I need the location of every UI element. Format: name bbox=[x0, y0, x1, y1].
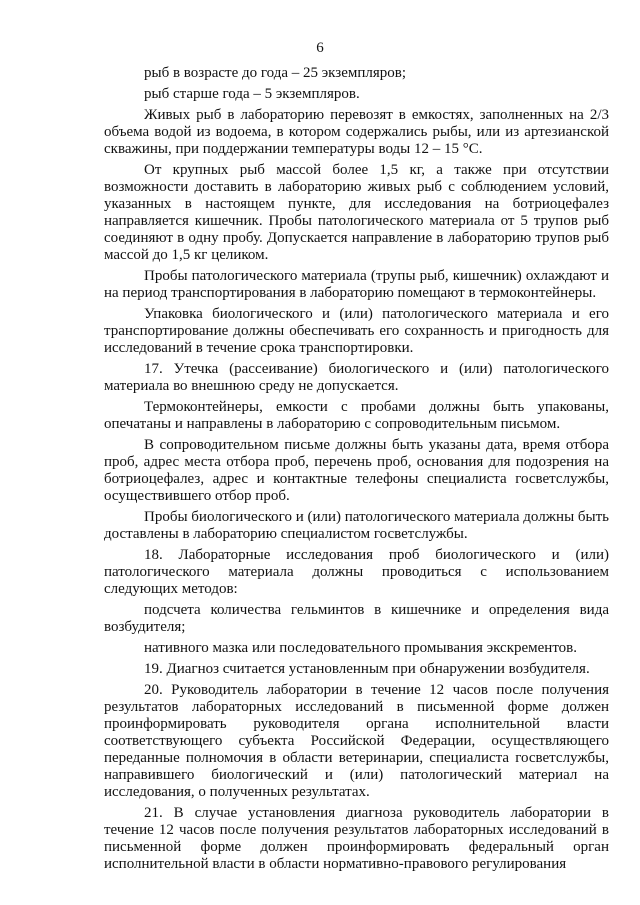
paragraph: 20. Руководитель лаборатории в течение 12 часов после получения результатов лабораторных исследований в письменной форме должен проинформировать руководителя органа исполнительной власти соответствующего субъекта Российской Федерации, осуществляющего переданные полномочия в области ветеринарии, специалиста госветслужбы, направившего биологический и (или) патологический материал на исследования, о полученных результатах. bbox=[104, 682, 609, 800]
paragraph: Термоконтейнеры, емкости с пробами должны быть упакованы, опечатаны и направлены в лабораторию с сопроводительным письмом. bbox=[104, 399, 609, 432]
paragraph: подсчета количества гельминтов в кишечнике и определения вида возбудителя; bbox=[104, 602, 609, 635]
paragraph: рыб старше года – 5 экземпляров. bbox=[144, 86, 360, 102]
paragraph: 17. Утечка (рассеивание) биологического и (или) патологического материала во внешнюю среду не допускается. bbox=[104, 361, 609, 394]
page-number: 6 bbox=[316, 40, 324, 56]
document-body bbox=[104, 65, 609, 877]
paragraph: Живых рыб в лабораторию перевозят в емкостях, заполненных на 2/3 объема водой из водоема, в котором содержались рыбы, или из артезианской скважины, при поддержании температуры воды 12 – 15 °С. bbox=[104, 107, 609, 157]
paragraph: Пробы биологического и (или) патологического материала должны быть доставлены в лабораторию специалистом госветслужбы. bbox=[104, 509, 609, 542]
paragraph: 18. Лабораторные исследования проб биологического и (или) патологического материала должны проводиться с использованием следующих методов: bbox=[104, 547, 609, 597]
paragraph: 21. В случае установления диагноза руководитель лаборатории в течение 12 часов после получения результатов лабораторных исследований в письменной форме должен проинформировать федеральный орган исполнительной власти в области нормативно-правового регулирования bbox=[104, 805, 609, 872]
paragraph: рыб в возрасте до года – 25 экземпляров; bbox=[144, 65, 407, 81]
paragraph: нативного мазка или последовательного промывания экскрементов. bbox=[144, 640, 578, 656]
paragraph: Упаковка биологического и (или) патологического материала и его транспортирование должны обеспечивать его сохранность и пригодность для исследований в течение срока транспортировки. bbox=[104, 306, 609, 356]
paragraph: От крупных рыб массой более 1,5 кг, а также при отсутствии возможности доставить в лабораторию живых рыб с соблюдением условий, указанных в настоящем пункте, для исследования на ботриоцефалез направляется кишечник. Пробы патологического материала от 5 трупов рыб соединяют в одну пробу. Допускается направление в лабораторию трупов рыб массой до 1,5 кг целиком. bbox=[104, 162, 609, 263]
paragraph: Пробы патологического материала (трупы рыб, кишечник) охлаждают и на период транспортирования в лабораторию помещают в термоконтейнеры. bbox=[104, 268, 609, 301]
paragraph: В сопроводительном письме должны быть указаны дата, время отбора проб, адрес места отбора проб, перечень проб, основания для подозрения на ботриоцефалез, адрес и контактные телефоны специалиста госветслужбы, осуществившего отбор проб. bbox=[104, 437, 609, 504]
paragraph: 19. Диагноз считается установленным при обнаружении возбудителя. bbox=[144, 661, 590, 677]
